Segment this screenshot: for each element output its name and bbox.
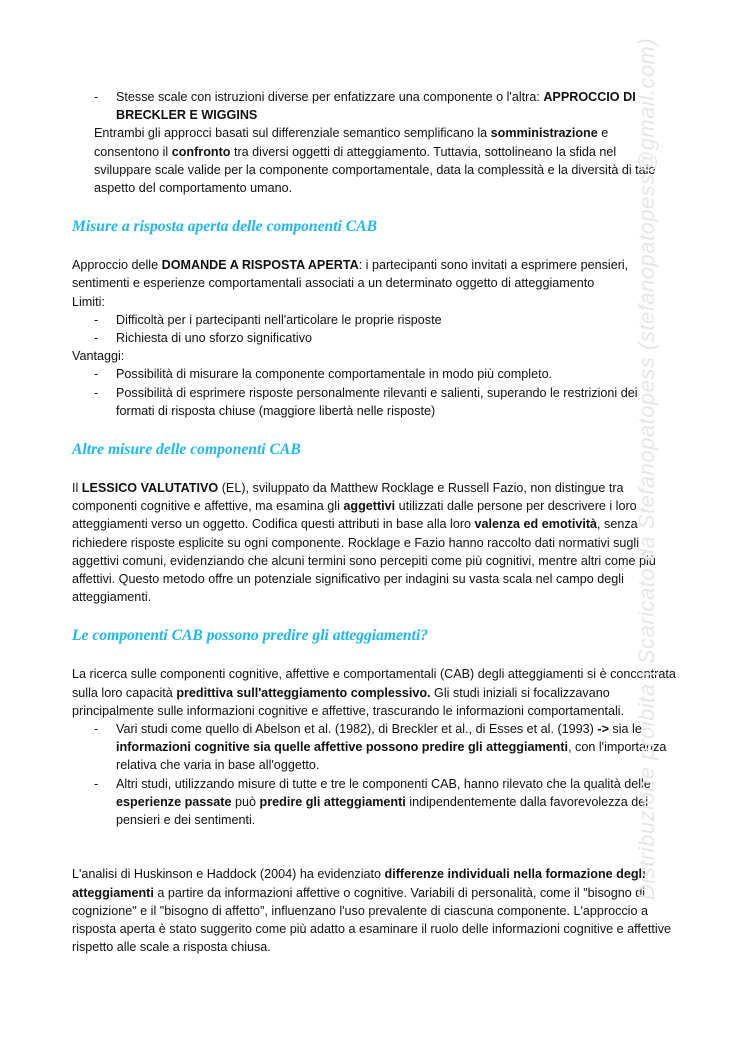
list-label: Limiti: [72, 294, 105, 309]
document-page [72, 88, 676, 956]
text-run: La ricerca sulle componenti cognitive, affettive e comportamentali (CAB) degli atteggiamenti si è concentrata sulla loro capacità [72, 667, 676, 700]
text-run [72, 197, 676, 217]
section-heading: Altre misure delle componenti CAB [72, 441, 301, 459]
bullet-dash: - [94, 90, 99, 104]
text-run: , senza richiedere risposte esplicite su ogni componente. Rocklage e Fazio hanno raccolto dati normativi sugli aggettivi comuni, evidenziando che alcuni termini sono percepiti come più cognitivi, mentre altri come più affettivi. Questo metodo offre un potenziale significativo per indagini su vasta scala nel campo degli atteggiamenti. [72, 517, 656, 605]
bullet-dash: - [94, 367, 99, 382]
bold-term: aggettivi [343, 499, 396, 514]
text-run: , con l'importanza relativa che varia in base all'oggetto. [116, 740, 667, 773]
text-run [72, 420, 676, 440]
text-run: a partire da informazioni affettive o cognitive. Variabili di personalità, come il "bisogno di cognizione" e il "bisogno di affetto", influenzano l'uso prevalente di ciascuna componente. L'approccio a risposta aperta è stato suggerito come più adatto a esaminare il ruolo delle informazioni cognitive e affettive rispetto alle scale a risposta chiusa. [72, 885, 672, 955]
paragraph [72, 479, 676, 606]
bold-term: esperienze passate [116, 794, 232, 809]
bold-term: DOMANDE A RISPOSTA APERTA [161, 258, 359, 273]
paragraph [72, 865, 676, 956]
bullet-dash: - [94, 312, 99, 327]
text-run [72, 460, 676, 479]
text-run: Difficoltà per i partecipanti nell'articolare le proprie risposte [116, 312, 442, 327]
text-run: può [231, 794, 260, 809]
text-run: Altri studi, utilizzando misure di tutte e tre le componenti CAB, hanno rilevato che la qualità delle [116, 776, 651, 791]
text-run [72, 237, 676, 256]
list-item [72, 720, 676, 775]
text-run [72, 829, 676, 865]
text-run: tra diversi oggetti di atteggiamento. Tuttavia, sottolineano la sfida nel sviluppare scale valide per la componente comportamentale, data la complessità e la diversità di tale aspetto del comportamento umano. [94, 144, 656, 196]
paragraph [72, 256, 676, 292]
bold-term: informazioni cognitive sia quelle affettive possono predire gli atteggiamenti [116, 740, 569, 755]
text-run: Possibilità di misurare la componente comportamentale in modo più completo. [116, 367, 553, 382]
text-run: Vari studi come quello di Abelson et al. (1982), di Breckler et al., di Esses et al. (1993) [116, 722, 598, 737]
text-run: Entrambi gli approcci basati sul differenziale semantico semplificano la [94, 126, 491, 141]
paragraph [72, 665, 676, 720]
text-run: sia le [608, 722, 642, 737]
bullet-dash: - [94, 722, 99, 737]
text-run: L'analisi di Huskinson e Haddock (2004) ha evidenziato [72, 867, 385, 882]
text-run: Distribuzione proibita | Scaricato da Stefanopatopess (stefanopatopess@gmail.com) [634, 37, 659, 900]
text-run: : i partecipanti sono invitati a esprimere pensieri, sentimenti e esperienze comportamentali associati a un determinato oggetto di atteggiamento [72, 258, 629, 291]
text-run [72, 606, 676, 626]
text-run: Approccio delle [72, 258, 162, 273]
text-run: Possibilità di esprimere risposte personalmente rilevanti e salienti, superando le restrizioni dei formati di risposta chiuse (maggiore libertà nelle risposte) [116, 385, 638, 418]
bold-term: confronto [171, 144, 231, 159]
text-run: indipendentemente dalla favorevolezza dei pensieri e dei sentimenti. [116, 794, 649, 828]
bullet-dash: - [94, 331, 99, 346]
text-run: Richiesta di uno sforzo significativo [116, 331, 312, 346]
list-item [72, 311, 676, 329]
bullet-dash: - [94, 776, 99, 791]
text-run: Il [72, 481, 82, 496]
bold-term: differenze individuali nella formazione degli atteggiamenti [72, 867, 646, 900]
list-item [72, 329, 676, 347]
text-run: utilizzati dalle persone per descrivere i loro atteggiamenti verso un oggetto. Codifica questi attributi in base alla loro [72, 499, 637, 532]
bold-term: LESSICO VALUTATIVO [81, 481, 219, 496]
text-run: Gli studi iniziali si focalizzavano principalmente sulle informazioni cognitive e affettive, trascurando le informazioni comportamentali. [72, 685, 625, 718]
text-run: (EL), sviluppato da Matthew Rocklage e Russell Fazio, non distingue tra componenti cognitive e affettive, ma esamina gli [72, 481, 624, 514]
list-item [72, 365, 676, 383]
list-item [72, 775, 676, 830]
bold-term: somministrazione [490, 126, 598, 141]
text-run [72, 646, 676, 665]
bold-term: predittiva sull'atteggiamento complessivo. [176, 685, 431, 700]
paragraph [94, 124, 676, 197]
bold-term: APPROCCIO DI BRECKLER E WIGGINS [116, 90, 636, 123]
section-heading: Misure a risposta aperta delle componenti CAB [72, 218, 377, 236]
bold-term: valenza ed emotività [474, 517, 598, 532]
text-run: Stesse scale con istruzioni diverse per enfatizzare una componente o l'altra: [116, 90, 544, 104]
bold-term: -> [597, 722, 609, 737]
list-item [72, 384, 676, 420]
bullet-dash: - [94, 385, 99, 400]
watermark [634, 37, 659, 900]
list-item [72, 88, 676, 124]
bold-term: predire gli atteggiamenti [259, 794, 406, 809]
section-heading: Le componenti CAB possono predire gli atteggiamenti? [72, 627, 429, 645]
list-label: Vantaggi: [72, 349, 125, 364]
text-run: e consentono il [94, 126, 609, 159]
